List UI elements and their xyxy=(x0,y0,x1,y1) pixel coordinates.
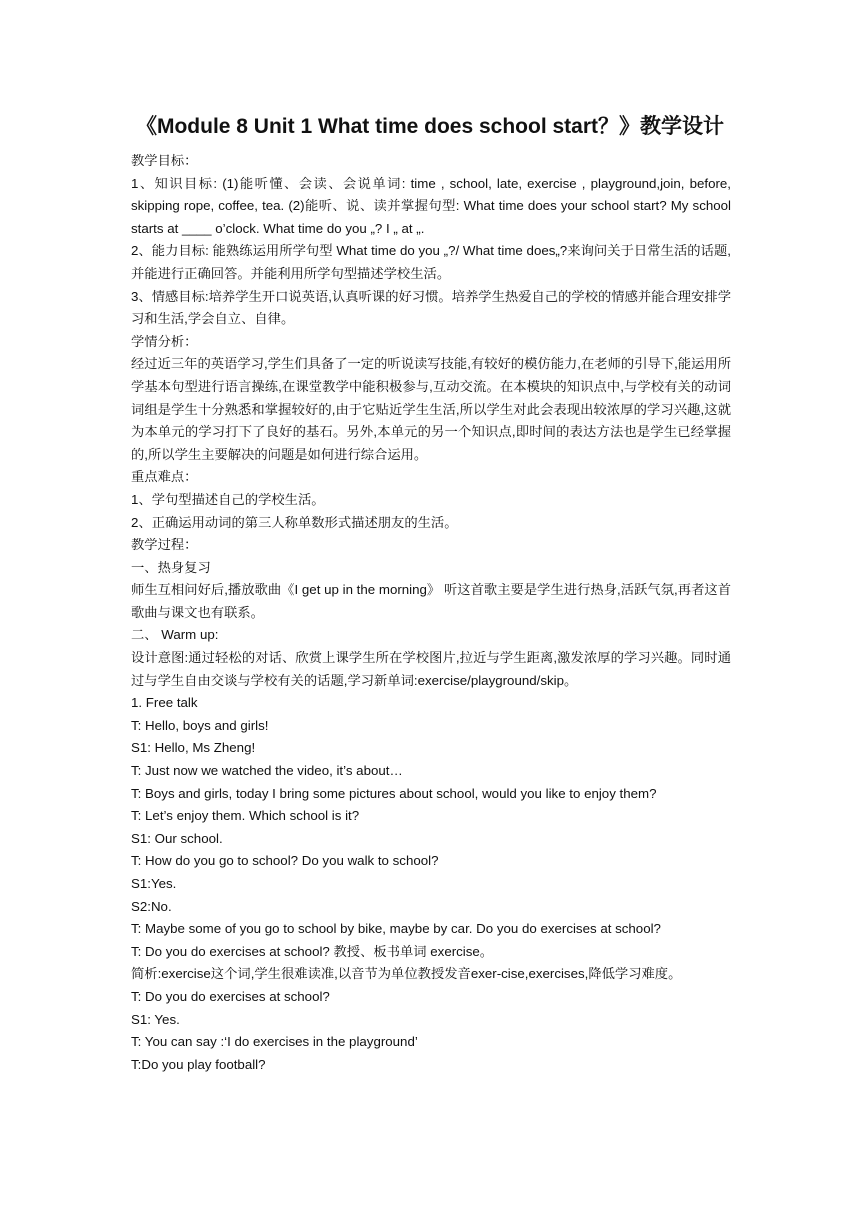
document-title: 《Module 8 Unit 1 What time does school start？》教学设计 xyxy=(135,115,725,138)
paragraph: 3、情感目标:培养学生开口说英语,认真听课的好习惯。培养学生热爱自己的学校的情感并能合理安排学习和生活,学会自立、自律。 xyxy=(131,288,731,327)
dialogue-line: S2:No. xyxy=(131,898,172,914)
dialogue-line: T: Hello, boys and girls! xyxy=(131,717,269,733)
paragraph: 教学目标： xyxy=(131,153,198,168)
dialogue-line: T: Maybe some of you go to school by bike, maybe by car. Do you do exercises at school? xyxy=(131,921,661,937)
paragraph: 2、能力目标: 能熟练运用所学句型 What time do you „?/ What time does„?来询问关于日常生活的话题,并能进行正确回答。并能利用所学句型描述学校生活。 xyxy=(131,243,731,281)
section-heading: 重点难点： xyxy=(131,469,198,485)
dialogue-line: T: Do you do exercises at school? 教授、板书单词 exercise。 xyxy=(131,943,494,959)
dialogue-line: T: Do you do exercises at school? xyxy=(131,988,330,1004)
dialogue-line: T: Let’s enjoy them. Which school is it? xyxy=(131,808,360,824)
dialogue-line: T: Boys and girls, today I bring some pictures about school, would you like to enjoy them? xyxy=(131,785,657,801)
paragraph: 1、学句型描述自己的学校生活。 xyxy=(131,491,325,507)
dialogue-line: S1: Hello, Ms Zheng! xyxy=(131,740,256,756)
paragraph: 设计意图:通过轻松的对话、欣赏上课学生所在学校图片,拉近与学生距离,激发浓厚的学习兴趣。同时通过与学生自由交谈与学校有关的话题,学习新单词:exercise/playground/skip。 xyxy=(131,650,731,688)
paragraph: 师生互相问好后,播放歌曲《I get up in the morning》 听这首歌主要是学生进行热身,活跃气氛,再者这首歌曲与课文也有联系。 xyxy=(131,582,731,620)
section-heading: 教学过程： xyxy=(131,537,198,553)
document-body xyxy=(131,150,731,1076)
dialogue-line: T: Just now we watched the video, it’s about… xyxy=(131,763,403,779)
dialogue-line: T: How do you go to school? Do you walk to school? xyxy=(131,853,439,869)
paragraph: 1、知识目标: (1)能听懂、会读、会说单词: time , school, late, exercise , playground,join, before, skipping rope, coffee, tea. (2)能听、说、读并掌握句型: What time does your school start? My school starts at ____ o’clock. What time do you „? I „ at „. xyxy=(131,175,731,236)
subsection-heading: 一、热身复习 xyxy=(131,559,211,575)
paragraph: 经过近三年的英语学习,学生们具备了一定的听说读写技能,有较好的模仿能力,在老师的引导下,能运用所学基本句型进行语言操练,在课堂教学中能积极参与,互动交流。在本模块的知识点中,与学校有关的动词词组是学生十分熟悉和掌握较好的,由于它贴近学生生活,所以学生对此会表现出较浓厚的学习兴趣,这就为本单元的学习打下了良好的基石。另外,本单元的另一个知识点,即时间的表达方法也是学生已经掌握的,所以学生主要解决的问题是如何进行综合运用。 xyxy=(131,356,731,462)
section-heading: 学情分析： xyxy=(131,333,198,349)
subsection-heading: 二、 Warm up: xyxy=(131,627,219,643)
dialogue-line: S1: Our school. xyxy=(131,830,223,846)
dialogue-line: S1: Yes. xyxy=(131,1011,180,1027)
dialogue-line: T:Do you play football? xyxy=(131,1056,266,1072)
dialogue-line: S1:Yes. xyxy=(131,876,177,891)
analysis-note: 简析:exercise这个词,学生很难读准,以音节为单位教授发音exer-cise,exercises,降低学习难度。 xyxy=(131,966,682,982)
paragraph: 2、正确运用动词的第三人称单数形式描述朋友的生活。 xyxy=(131,514,458,530)
dialogue-line: T: You can say :‘I do exercises in the playground’ xyxy=(131,1034,418,1050)
dialogue-line: 1. Free talk xyxy=(131,695,198,711)
